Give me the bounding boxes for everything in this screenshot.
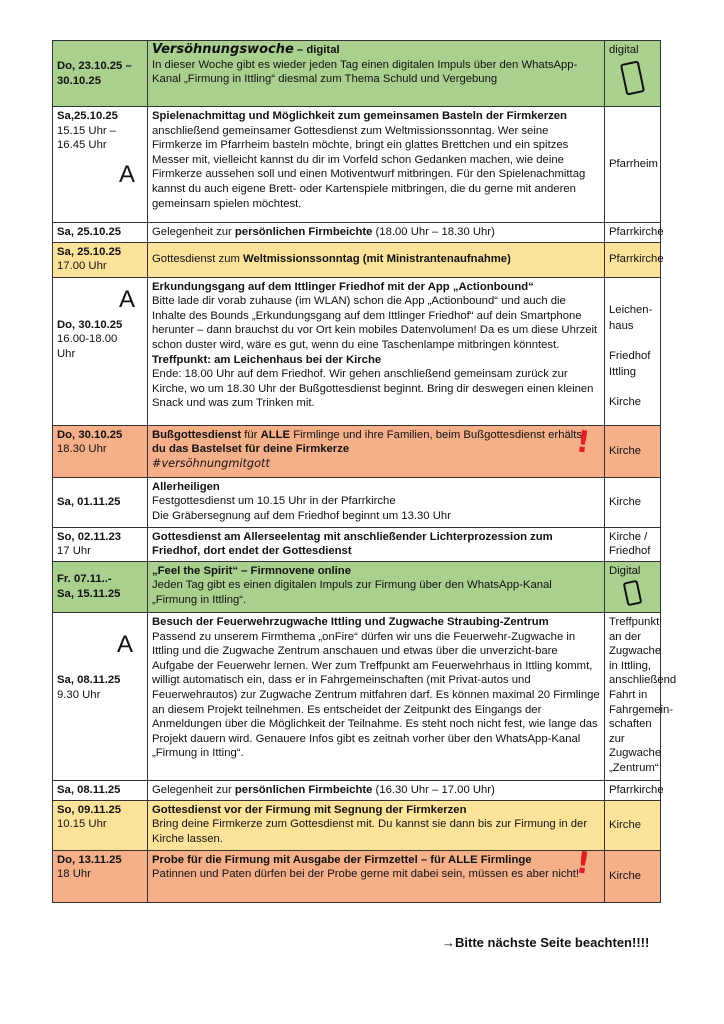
row-date: A Sa, 08.11.25 9.30 Uhr bbox=[53, 612, 148, 780]
exclamation-mark: ! bbox=[574, 844, 593, 882]
row-description: „Feel the Spirit“ – Firmnovene online Jeden Tag gibt es einen digitalen Impuls zur Firmung über den WhatsApp-Kanal „Firmung in Ittling“. bbox=[148, 561, 605, 612]
smartphone-icon bbox=[620, 60, 645, 95]
row-date: So, 09.11.25 10.15 Uhr bbox=[53, 800, 148, 850]
row-title: Spielenachmittag und Möglichkeit zum gemeinsamen Basteln der Firmkerzen bbox=[152, 110, 567, 122]
row-place: Pfarrkirche bbox=[605, 223, 661, 243]
row-description bbox=[148, 107, 605, 223]
row-date: Sa, 25.10.25 bbox=[53, 223, 148, 243]
row-place: Kirche bbox=[605, 800, 661, 850]
row-place: Pfarrkirche bbox=[605, 242, 661, 277]
schedule-table bbox=[52, 40, 677, 903]
table-row bbox=[53, 107, 661, 223]
row-date: Do, 23.10.25 – 30.10.25 bbox=[53, 41, 148, 107]
marker-a: A bbox=[119, 285, 136, 313]
table-row bbox=[53, 425, 661, 477]
row-title: Erkundungsgang auf dem Ittlinger Friedhof mit der App „Actionbound“ bbox=[152, 280, 534, 293]
row-place: Kirche / Friedhof bbox=[605, 527, 661, 561]
footer-note: →Bitte nächste Seite beachten!!!! bbox=[442, 935, 650, 950]
row-description: Gottesdienst zum Weltmissionssonntag (mit Ministrantenaufnahme) bbox=[148, 242, 605, 277]
row-date: So, 02.11.23 17 Uhr bbox=[53, 527, 148, 561]
row-description: Gottesdienst am Allerseelentag mit anschließender Lichterprozession zum Friedhof, dort endet der Gottesdienst bbox=[148, 527, 605, 561]
table-row bbox=[53, 561, 661, 612]
row-place: Leichen-haus Friedhof Ittling Kirche bbox=[605, 277, 661, 425]
row-date: Sa, 25.10.25 17.00 Uhr bbox=[53, 242, 148, 277]
row-place: Kirche bbox=[605, 425, 661, 477]
table-row bbox=[53, 800, 661, 850]
smartphone-icon bbox=[623, 580, 643, 607]
row-date: Do, 13.11.25 18 Uhr bbox=[53, 850, 148, 902]
table-row bbox=[53, 780, 661, 800]
marker-a: A bbox=[117, 630, 134, 658]
marker-a: A bbox=[119, 160, 136, 188]
row-place: Kirche bbox=[605, 850, 661, 902]
table-row bbox=[53, 277, 661, 425]
row-title: Versöhnungswoche bbox=[152, 42, 294, 57]
row-text: In dieser Woche gibt es wieder jeden Tag einen digitalen Impuls über den WhatsApp-Kanal „Firmung in Ittling“ diesmal zum Thema Schuld und Vergebung bbox=[152, 58, 578, 86]
table-row bbox=[53, 527, 661, 561]
row-description: Gottesdienst vor der Firmung mit Segnung der Firmkerzen Bring deine Firmkerze zum Gottesdienst mit. Du kannst sie dann bis zur Firmung in der Kirche lassen. bbox=[148, 800, 605, 850]
table-row bbox=[53, 242, 661, 277]
row-description: Erkundungsgang auf dem Ittlinger Friedhof mit der App „Actionbound“ Bitte lade dir vorab zuhause (im WLAN) schon die App „Actionbound“ und auch die Inhalte des Bounds „Erkundungsgang auf dem Ittlinger Friedhof“ auf dein Smartphone herunter – dann brauchst du vor Ort kein mobiles Datenvolumen! Da es um diese Uhrzeit schon duster wird, wäre es gut, wenn du eine Taschenlampe mitbringen könntest. Treffpunkt: am Leichenhaus bei der Kirche Ende: 18.00 Uhr auf dem Friedhof. Wir gehen anschließend gemeinsam zurück zur Kirche, wo um 18.30 Uhr der Bußgottesdienst beginnt. Bring dir deswegen einen kleinen Snack und was zum Trinken mit. bbox=[148, 277, 605, 425]
row-description: Gelegenheit zur persönlichen Firmbeichte (18.00 Uhr – 18.30 Uhr) bbox=[148, 223, 605, 243]
row-date: Sa, 01.11.25 bbox=[53, 477, 148, 527]
row-place: Pfarrheim bbox=[605, 107, 661, 223]
exclamation-mark: ! bbox=[574, 423, 593, 461]
row-place: Treffpunkt an der Zugwache in Ittling, anschließend Fahrt in Fahrgemein-schaften zur Zugwache „Zentrum“ bbox=[605, 612, 661, 780]
row-text: anschließend gemeinsamer Gottesdienst zum Weltmissionssonntag. Wer seine Firmkerze im Pfarrheim basteln möchte, bringt ein glattes Brettchen und ein spitzes Messer mit, vielleicht kannst du dir im Vorfeld schon Gedanken machen, wie deine Firmkerze aussehen soll und einen Motiventwurf mitbringen. Für den Spielenachmittag kannst du auch eigene Brett- oder Kartenspiele mitbringen, die du gerne mit anderen gemeinsam spielen möchtest. bbox=[152, 124, 586, 210]
table-row bbox=[53, 41, 661, 107]
table-row bbox=[53, 612, 661, 780]
table-row bbox=[53, 223, 661, 243]
row-description: Gelegenheit zur persönlichen Firmbeichte (16.30 Uhr – 17.00 Uhr) bbox=[148, 780, 605, 800]
hashtag: #versöhnungmitgott bbox=[152, 456, 270, 470]
table-row bbox=[53, 477, 661, 527]
row-date: Do, 30.10.25 18.30 Uhr bbox=[53, 425, 148, 477]
row-place: Digital bbox=[605, 561, 661, 612]
row-date: A Do, 30.10.25 16.00-18.00 Uhr bbox=[53, 277, 148, 425]
table-row bbox=[53, 850, 661, 902]
row-place: Kirche bbox=[605, 477, 661, 527]
row-description: Bußgottesdienst für ALLE Firmlinge und ihre Familien, beim Bußgottesdienst erhältst du das Bastelset für deine Firmkerze #versöhnungmitgott ! bbox=[148, 425, 605, 477]
row-description: Probe für die Firmung mit Ausgabe der Firmzettel – für ALLE Firmlinge Patinnen und Paten dürfen bei der Probe gerne mit dabei sein, müssen es aber nicht! ! bbox=[148, 850, 605, 902]
row-description: Allerheiligen Festgottesdienst um 10.15 Uhr in der Pfarrkirche Die Gräbersegnung auf dem Friedhof beginnt um 13.30 Uhr bbox=[148, 477, 605, 527]
row-place: Pfarrkirche bbox=[605, 780, 661, 800]
row-description: Versöhnungswoche – digital In dieser Woche gibt es wieder jeden Tag einen digitalen Impuls über den WhatsApp-Kanal „Firmung in Ittling“ diesmal zum Thema Schuld und Vergebung bbox=[148, 41, 605, 107]
row-date: Sa, 08.11.25 bbox=[53, 780, 148, 800]
row-date: Sa,25.10.25 15.15 Uhr – 16.45 Uhr A bbox=[53, 107, 148, 223]
row-description: Besuch der Feuerwehrzugwache Ittling und Zugwache Straubing-Zentrum Passend zu unserem Firmthema „onFire“ dürfen wir uns die Feuerwehr-Zugwache in Ittling und die Zugwache Zentrum anschauen und etwas über die unverzicht-bare Aufgabe der Feuerwehr lernen. Wer zum Treffpunkt am Feuerwehrhaus in Ittling kommt, willigt automatisch ein, dass er in Fahrgemeinschaften (mit Privat-autos und Feuerwehrautos) zur Zugwache Zentrum mitfahren darf. Es können maximal 20 Firmlinge an diesem Projekt teilnehmen. Es entscheidet der Zeitpunkt des Eingangs der Anmeldungen über die Möglichkeit der Teilnahme. Es steht noch nicht fest, wie lange das Projekt dauern wird. Genauere Infos gibt es zeitnah vorher über den WhatsApp-Kanal „Firmung in Itting“. bbox=[148, 612, 605, 780]
row-date: Fr. 07.11..- Sa, 15.11.25 bbox=[53, 561, 148, 612]
row-place: digital bbox=[605, 41, 661, 107]
